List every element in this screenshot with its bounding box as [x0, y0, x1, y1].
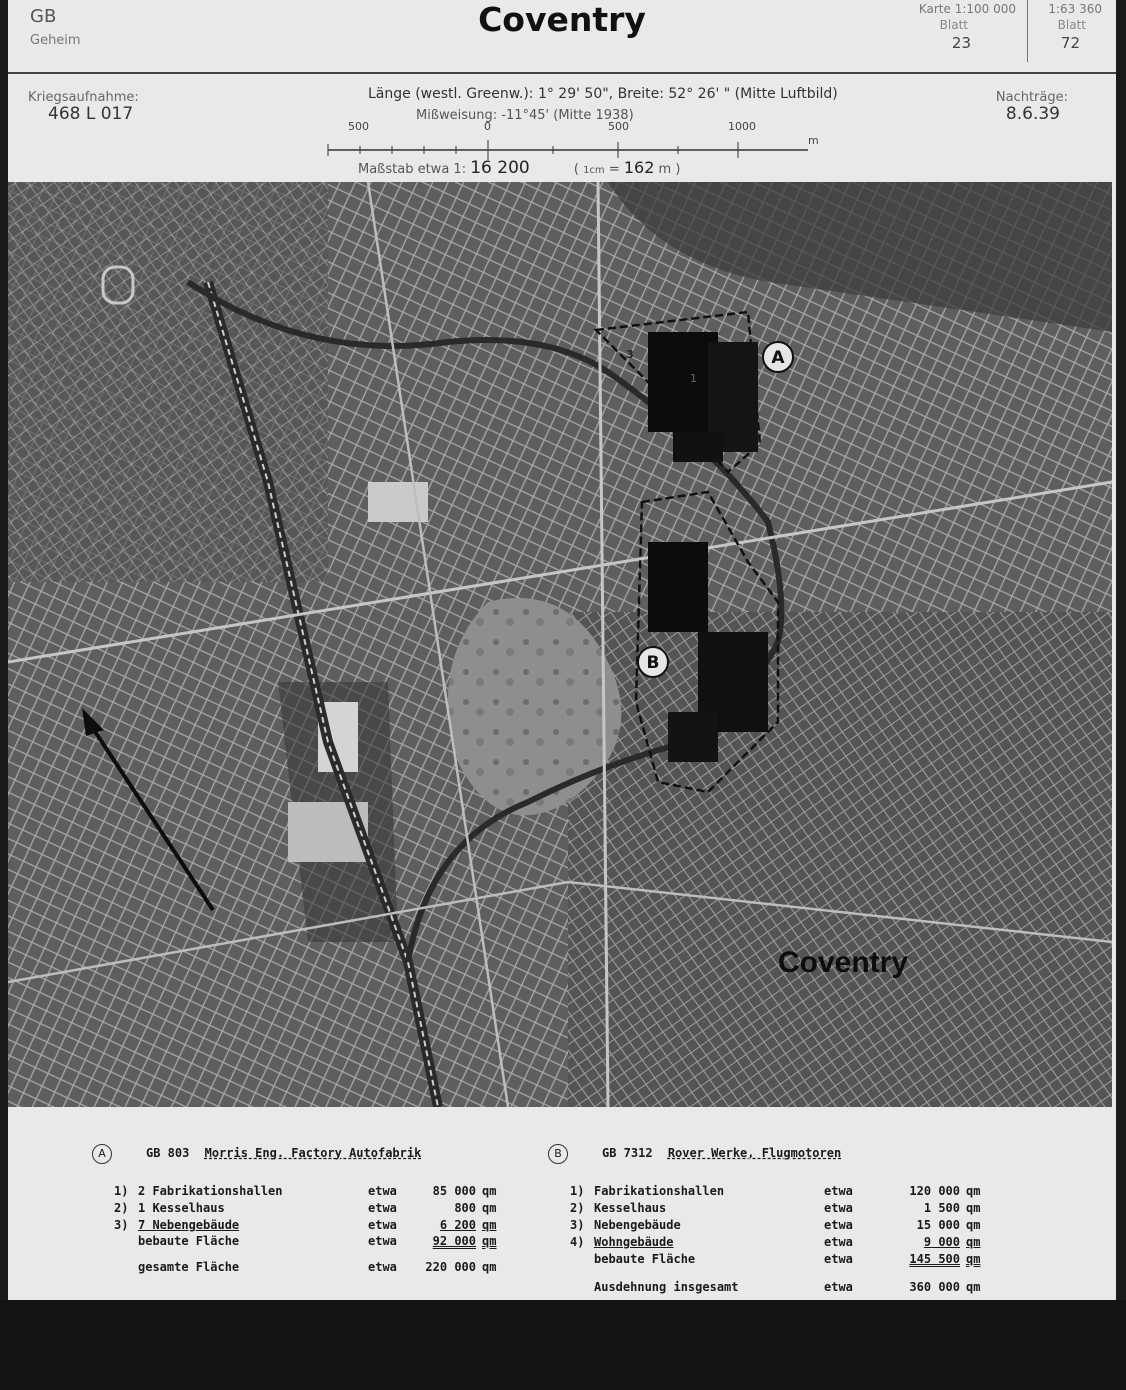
- legend-row-idx: 1): [114, 1184, 129, 1198]
- legend-row-etwa: etwa: [824, 1201, 853, 1215]
- coordinates-line: Länge (westl. Greenw.): 1° 29' 50", Breite: 52° 26' " (Mitte Luftbild): [368, 86, 838, 102]
- blatt-value-2: 72: [1060, 34, 1080, 52]
- legend-row-etwa: etwa: [368, 1218, 397, 1232]
- blatt-label-1: Blatt: [939, 18, 968, 32]
- scale-unit: m: [808, 134, 819, 147]
- scale-tick-label: 500: [608, 120, 629, 133]
- target-a-building: [673, 432, 723, 462]
- legend-b-built-area: 145 500: [909, 1252, 960, 1266]
- page-title: Coventry: [478, 0, 646, 39]
- legend-a-total-area: 220 000: [425, 1260, 476, 1274]
- map-reference-1: Karte 1:100 000: [918, 2, 1016, 16]
- kriegsaufnahme-value: 468 L 017: [48, 104, 134, 124]
- legend-b-built-label: bebaute Fläche: [594, 1252, 696, 1266]
- legend-row-desc: Fabrikationshallen: [594, 1184, 725, 1198]
- target-b-letter: B: [646, 653, 660, 673]
- header-divider: [1027, 0, 1028, 62]
- legend-b-title: Rover Werke, Flugmotoren: [667, 1146, 842, 1160]
- aerial-map: [8, 182, 1112, 1107]
- aerial-photograph: [8, 182, 1112, 1107]
- legend-row-area: 1 500: [923, 1201, 960, 1215]
- legend-row-desc: Nebengebäude: [594, 1218, 681, 1232]
- legend-row-unit: qm: [966, 1184, 981, 1198]
- legend-row-unit: qm: [966, 1201, 981, 1215]
- legend-row-area: 15 000: [916, 1218, 960, 1232]
- legend-row-etwa: etwa: [368, 1201, 397, 1215]
- legend-row-unit: qm: [482, 1218, 497, 1232]
- legend-b-total-unit: qm: [966, 1280, 981, 1294]
- nachtraege-value: 8.6.39: [1005, 104, 1060, 124]
- legend-row-etwa: etwa: [824, 1218, 853, 1232]
- blatt-value-1: 23: [951, 34, 971, 52]
- map-reference-2: 1:63 360: [1048, 2, 1102, 16]
- legend-row-desc: 7 Nebengebäude: [138, 1218, 240, 1232]
- scale-tick-label: 500: [348, 120, 369, 133]
- legend-b-total-etwa: etwa: [824, 1280, 853, 1294]
- target-b-building: [668, 712, 718, 762]
- building-number: 3: [626, 348, 634, 361]
- legend-row-area: 120 000: [909, 1184, 960, 1198]
- legend-a-built-label: bebaute Fläche: [138, 1234, 240, 1248]
- legend-row-idx: 3): [114, 1218, 129, 1232]
- cm-label: 1cm: [583, 165, 605, 176]
- target-a-building: [648, 332, 718, 432]
- country-code: GB: [30, 6, 57, 27]
- legend-row-desc: Kesselhaus: [594, 1201, 667, 1215]
- legend-a-code: GB 803: [146, 1146, 190, 1160]
- building-number: 1: [690, 372, 697, 385]
- legend-row-unit: qm: [482, 1184, 497, 1198]
- legend-row-area: 800: [454, 1201, 476, 1215]
- cm-value: 162: [623, 158, 655, 177]
- legend-row-unit: qm: [966, 1235, 981, 1249]
- legend-row-area: 9 000: [923, 1235, 960, 1249]
- legend-b-heading: [602, 1146, 841, 1160]
- legend-row-idx: 1): [570, 1184, 585, 1198]
- legend-a-total-label: gesamte Fläche: [138, 1260, 240, 1274]
- legend-a-heading: [146, 1146, 421, 1160]
- legend-row-desc: 1 Kesselhaus: [138, 1201, 225, 1215]
- legend-a-total-unit: qm: [482, 1260, 497, 1274]
- city-map-label: Coventry: [778, 946, 909, 979]
- cm-unit: m: [658, 162, 672, 177]
- massstab-label: Maßstab etwa 1:: [358, 162, 467, 177]
- legend-b-total-area: 360 000: [909, 1280, 960, 1294]
- legend-row-etwa: etwa: [368, 1184, 397, 1198]
- scale-tick-label: 0: [484, 120, 491, 133]
- legend-b-built-unit: qm: [966, 1252, 981, 1266]
- classification-label: Geheim: [30, 33, 81, 48]
- missweisung-line: Mißweisung: -11°45' (Mitte 1938): [416, 108, 634, 123]
- legend-row-unit: qm: [966, 1218, 981, 1232]
- legend-row-area: 85 000: [432, 1184, 476, 1198]
- target-b-building: [648, 542, 708, 632]
- target-a-marker: A: [92, 1144, 112, 1164]
- nachtraege-label: Nachträge:: [995, 90, 1068, 105]
- legend-row-idx: 2): [570, 1201, 585, 1215]
- legend-row-idx: 4): [570, 1235, 585, 1249]
- legend-marker-b: [548, 1144, 568, 1164]
- kriegsaufnahme-label: Kriegsaufnahme:: [28, 90, 139, 105]
- legend-a-built-area: 92 000: [432, 1234, 476, 1248]
- legend-row-idx: 3): [570, 1218, 585, 1232]
- legend-row-desc: 2 Fabrikationshallen: [138, 1184, 283, 1198]
- legend-a-built-unit: qm: [482, 1234, 497, 1248]
- legend-row-area: 6 200: [439, 1218, 476, 1232]
- blatt-label-2: Blatt: [1057, 18, 1086, 32]
- photo-border: [0, 1300, 1126, 1390]
- legend-b-total-label: Ausdehnung insgesamt: [594, 1280, 739, 1294]
- legend-marker-a: [92, 1144, 112, 1164]
- massstab-value: 16 200: [470, 158, 530, 178]
- legend-row-etwa: etwa: [824, 1235, 853, 1249]
- legend-row-idx: 2): [114, 1201, 129, 1215]
- target-a-letter: A: [771, 348, 785, 368]
- target-b-marker: B: [548, 1144, 568, 1164]
- legend-a-title: Morris Eng. Factory Autofabrik: [204, 1146, 422, 1160]
- legend-b-built-etwa: etwa: [824, 1252, 853, 1266]
- sheet-header: [8, 0, 1116, 74]
- legend-a-built-etwa: etwa: [368, 1234, 397, 1248]
- legend-b-code: GB 7312: [602, 1146, 653, 1160]
- legend-row-desc: Wohngebäude: [594, 1235, 674, 1249]
- legend-row-etwa: etwa: [824, 1184, 853, 1198]
- target-legend: [8, 1108, 1116, 1300]
- scale-statement: Maßstab etwa 1: 16 200 ( 1cm = 162 m ): [358, 158, 681, 178]
- scale-tick-label: 1000: [728, 120, 756, 133]
- legend-a-total-etwa: etwa: [368, 1260, 397, 1274]
- legend-row-unit: qm: [482, 1201, 497, 1215]
